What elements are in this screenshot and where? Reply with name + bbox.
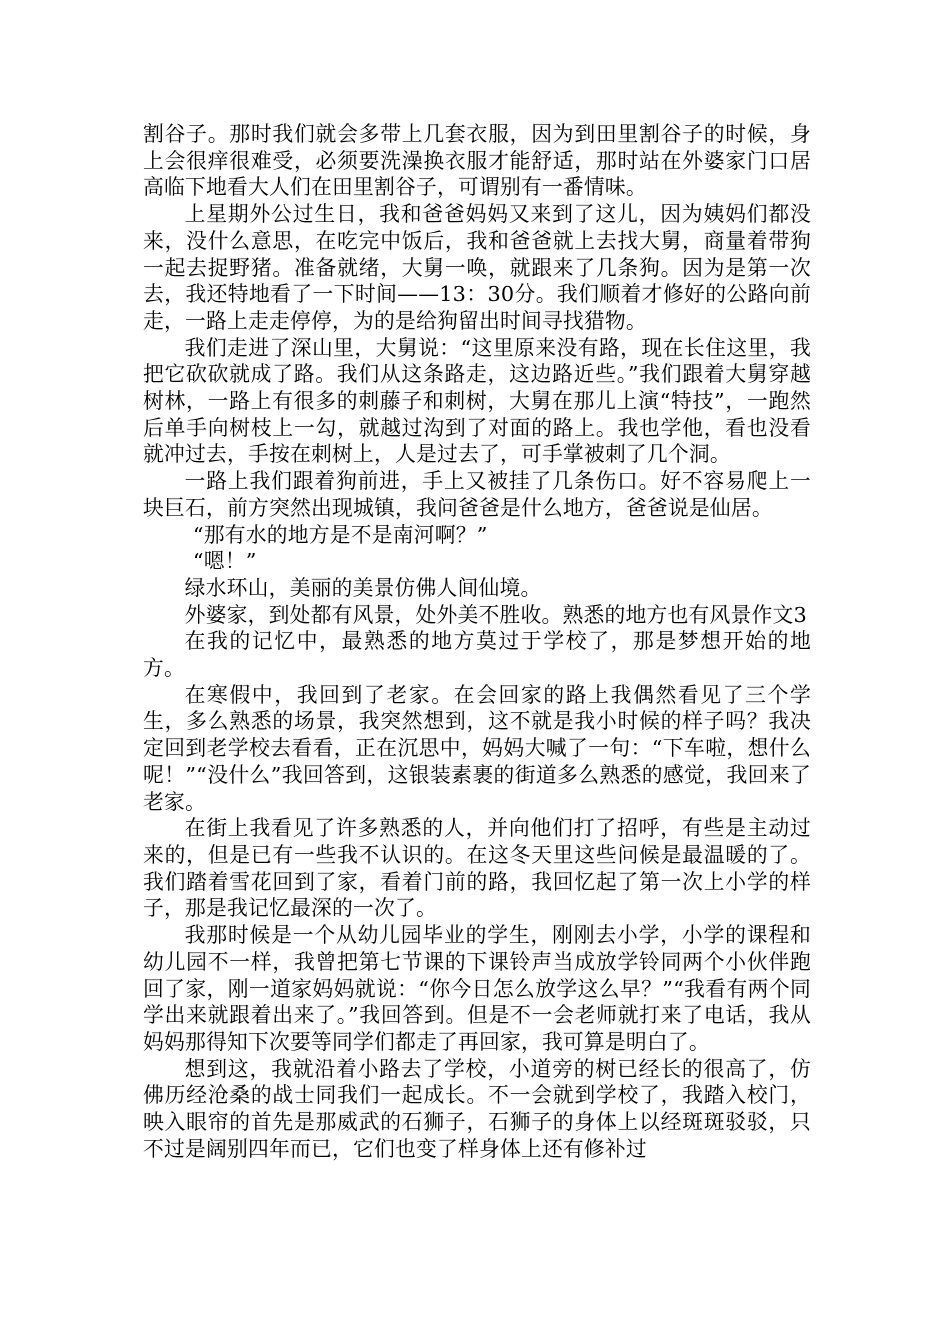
paragraph: 想到这，我就沿着小路去了学校，小道旁的树已经长的很高了，仿佛历经沧桑的战士同我们一起成长。不一会就到学校了，我踏入校门，映入眼帘的首先是那威武的石狮子，石狮子的身体上以经斑斑驳驳，只不过是阔别四年而已，它们也变了样身体上还有修补过 <box>143 1056 811 1161</box>
paragraph: 在寒假中，我回到了老家。在会回家的路上我偶然看见了三个学生，多么熟悉的场景，我突然想到，这不就是我小时候的样子吗？我决定回到老学校去看看，正在沉思中，妈妈大喊了一句：“下车啦，想什么呢！”“没什么”我回答到，这银装素裹的街道多么熟悉的感觉，我回来了老家。 <box>143 682 811 814</box>
paragraph: 在我的记忆中，最熟悉的地方莫过于学校了，那是梦想开始的地方。 <box>143 629 811 681</box>
paragraph: 一路上我们跟着狗前进，手上又被挂了几条伤口。好不容易爬上一块巨石，前方突然出现城镇，我问爸爸是什么地方，爸爸说是仙居。 <box>143 469 811 520</box>
dialogue-line: “嗯！” <box>192 549 257 574</box>
paragraph: 在街上我看见了许多熟悉的人，并向他们打了招呼，有些是主动过来的，但是已有一些我不认识的。在这冬天里这些问候是最温暖的了。我们踏着雪花回到了家，看着门前的路，我回忆起了第一次上小学的样子，那是我记忆最深的一次了。 <box>143 816 811 921</box>
paragraph: 外婆家，到处都有风景，处外美不胜收。熟悉的地方也有风景作文3 <box>184 602 807 627</box>
paragraph: 上星期外公过生日，我和爸爸妈妈又来到了这儿，因为姨妈们都没来，没什么意思，在吃完中饭后，我和爸爸就上去找大舅，商量着带狗一起去捉野猪。准备就绪，大舅一唤，就跟来了几条狗。因为是第一次去，我还特地看了一下时间——13：30分。我们顺着才修好的公路向前走，一路上走走停停，为的是给狗留出时间寻找猎物。 <box>143 202 811 333</box>
paragraph: 割谷子。那时我们就会多带上几套衣服，因为到田里割谷子的时候，身上会很痒很难受，必须要洗澡换衣服才能舒适，那时站在外婆家门口居高临下地看大人们在田里割谷子，可谓别有一番情味。 <box>143 122 811 200</box>
article-body <box>143 121 811 1162</box>
paragraph: 我们走进了深山里，大舅说：“这里原来没有路，现在长住这里，我把它砍砍就成了路。我们从这条路走，这边路近些。”我们跟着大舅穿越树林，一路上有很多的刺藤子和刺树，大舅在那儿上演“特技”，一跑然后单手向树枝上一勾，就越过沟到了对面的路上。我也学他，看也没看就冲过去，手按在刺树上，人是过去了，可手掌被刺了几个洞。 <box>143 335 811 467</box>
paragraph: 绿水环山，美丽的美景仿佛人间仙境。 <box>184 575 542 600</box>
dialogue-line: “那有水的地方是不是南河啊？” <box>192 522 488 547</box>
paragraph: 我那时候是一个从幼儿园毕业的学生，刚刚去小学，小学的课程和幼儿园不一样，我曾把第七节课的下课铃声当成放学铃同两个小伙伴跑回了家，刚一道家妈妈就说：“你今日怎么放学这么早？”“我看有两个同学出来就跟着出来了。”我回答到。但是不一会老师就打来了电话，我从妈妈那得知下次要等同学们都走了再回家，我可算是明白了。 <box>143 923 811 1054</box>
